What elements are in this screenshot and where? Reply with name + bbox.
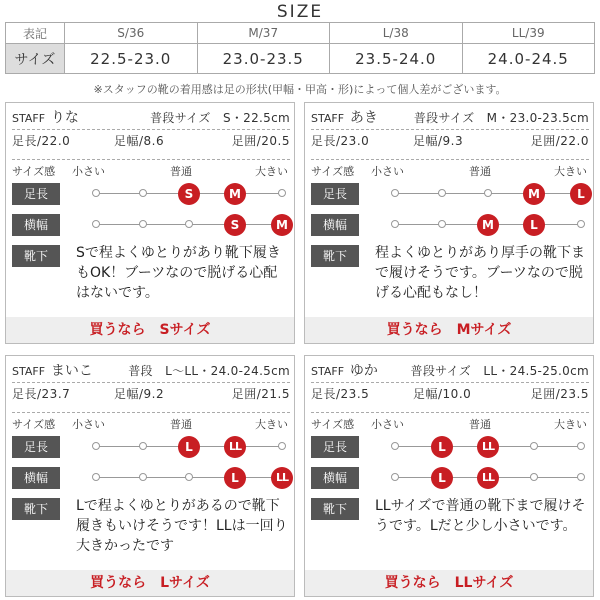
sock-tag: 靴下 <box>12 245 60 267</box>
length-tag: 足長 <box>12 436 60 458</box>
scale-dot <box>92 220 100 228</box>
page-title: SIZE <box>276 2 324 22</box>
staff-card <box>5 355 295 597</box>
size-header-label: 表記 <box>6 23 65 44</box>
usual-size: 普段サイズ LL・24.5-25.0cm <box>410 364 589 378</box>
foot-measurements <box>311 382 589 402</box>
length-row <box>311 436 589 458</box>
size-marker: L <box>523 214 545 236</box>
scale-dot <box>391 220 399 228</box>
size-header-cell: S/36 <box>65 23 198 44</box>
length-scale <box>367 436 589 458</box>
size-recommendation: 買うなら LLサイズ <box>305 570 593 596</box>
length-row <box>12 436 290 458</box>
foot-width-value: 足幅/9.3 <box>413 134 464 148</box>
size-marker: M <box>224 183 246 205</box>
length-row <box>311 183 589 205</box>
scale-dot <box>577 220 585 228</box>
size-table <box>5 22 595 74</box>
legend-label: サイズ感 <box>12 418 56 431</box>
size-marker: S <box>178 183 200 205</box>
fit-legend <box>12 159 290 177</box>
foot-width-value: 足幅/8.6 <box>114 134 165 148</box>
scale-dot <box>185 473 193 481</box>
size-header-cell: L/38 <box>330 23 463 44</box>
legend-large: 大きい <box>255 165 288 178</box>
usual-size: 普段サイズ S・22.5cm <box>150 111 290 125</box>
length-scale <box>68 183 290 205</box>
scale-dot <box>139 220 147 228</box>
size-table-header-row <box>6 23 595 44</box>
scale-dot <box>391 189 399 197</box>
sock-tag: 靴下 <box>12 498 60 520</box>
scale-dot <box>139 442 147 450</box>
staff-header <box>12 107 290 127</box>
size-marker: L <box>431 436 453 458</box>
fit-legend <box>311 159 589 177</box>
foot-measurements <box>311 129 589 149</box>
legend-normal: 普通 <box>469 165 491 178</box>
foot-girth-value: 足囲/20.5 <box>231 134 290 148</box>
foot-length-value: 足長/23.7 <box>12 387 71 401</box>
staff-card <box>5 102 295 344</box>
scale-dot <box>530 473 538 481</box>
legend-small: 小さい <box>72 165 105 178</box>
staff-label: STAFF <box>311 112 345 125</box>
width-tag: 横幅 <box>311 214 359 236</box>
length-scale <box>68 436 290 458</box>
foot-width-value: 足幅/10.0 <box>413 387 472 401</box>
scale-dot <box>92 473 100 481</box>
length-tag: 足長 <box>311 183 359 205</box>
staff-comment: Sで程よくゆとりがあり靴下履きもOK！ブーツなので脱げる心配はないです。 <box>76 245 281 301</box>
size-marker: L <box>431 467 453 489</box>
scale-dot <box>139 189 147 197</box>
legend-large: 大きい <box>554 418 587 431</box>
size-marker: LL <box>477 436 499 458</box>
scale-dot <box>577 442 585 450</box>
usual-size: 普段サイズ M・23.0-23.5cm <box>413 111 589 125</box>
scale-dot <box>577 473 585 481</box>
scale-dot <box>484 189 492 197</box>
scale-dot <box>92 189 100 197</box>
legend-small: 小さい <box>371 165 404 178</box>
legend-large: 大きい <box>554 165 587 178</box>
scale-dot <box>438 220 446 228</box>
foot-measurements <box>12 382 290 402</box>
sock-tag: 靴下 <box>311 498 359 520</box>
scale-dot <box>278 189 286 197</box>
legend-label: サイズ感 <box>311 418 355 431</box>
scale-dot <box>139 473 147 481</box>
scale-dot <box>278 442 286 450</box>
foot-girth-value: 足囲/22.0 <box>530 134 589 148</box>
foot-girth-value: 足囲/23.5 <box>530 387 589 401</box>
size-marker: M <box>477 214 499 236</box>
scale-dot <box>185 220 193 228</box>
sock-tag: 靴下 <box>311 245 359 267</box>
size-recommendation: 買うなら Sサイズ <box>6 317 294 343</box>
foot-length-value: 足長/22.0 <box>12 134 71 148</box>
usual-size: 普段 L〜LL・24.0-24.5cm <box>128 364 290 378</box>
staff-name: あき <box>349 110 378 126</box>
staff-header <box>12 360 290 380</box>
size-value-cell: 23.0-23.5 <box>197 44 330 74</box>
legend-label: サイズ感 <box>311 165 355 178</box>
staff-header <box>311 107 589 127</box>
staff-header <box>311 360 589 380</box>
size-marker: L <box>570 183 592 205</box>
size-marker: S <box>224 214 246 236</box>
staff-card <box>304 355 594 597</box>
foot-measurements <box>12 129 290 149</box>
length-tag: 足長 <box>311 436 359 458</box>
staff-label: STAFF <box>12 365 46 378</box>
staff-card <box>304 102 594 344</box>
size-marker: L <box>178 436 200 458</box>
width-tag: 横幅 <box>12 467 60 489</box>
fit-legend <box>12 412 290 430</box>
legend-label: サイズ感 <box>12 165 56 178</box>
size-header-cell: LL/39 <box>462 23 595 44</box>
size-value-cell: 23.5-24.0 <box>330 44 463 74</box>
width-scale <box>367 467 589 489</box>
legend-small: 小さい <box>72 418 105 431</box>
size-recommendation: 買うなら Lサイズ <box>6 570 294 596</box>
staff-comment: LLサイズで普通の靴下まで履けそうです。Lだと少し小さいです。 <box>375 498 586 534</box>
width-tag: 横幅 <box>311 467 359 489</box>
scale-dot <box>438 189 446 197</box>
legend-normal: 普通 <box>170 418 192 431</box>
scale-dot <box>391 442 399 450</box>
foot-length-value: 足長/23.0 <box>311 134 370 148</box>
width-tag: 横幅 <box>12 214 60 236</box>
staff-name: まいこ <box>50 363 93 379</box>
staff-comment: 程よくゆとりがあり厚手の靴下まで履けそうです。ブーツなので脱げる心配もなし！ <box>375 245 585 301</box>
size-header-cell: M/37 <box>197 23 330 44</box>
scale-dot <box>530 442 538 450</box>
size-recommendation: 買うなら Mサイズ <box>305 317 593 343</box>
width-row <box>311 214 589 236</box>
foot-length-value: 足長/23.5 <box>311 387 370 401</box>
width-row <box>311 467 589 489</box>
length-scale <box>367 183 589 205</box>
scale-dot <box>391 473 399 481</box>
staff-label: STAFF <box>311 365 345 378</box>
fit-note: ※スタッフの靴の着用感は足の形状(甲幅・甲高・形)によって個人差がございます。 <box>93 83 507 96</box>
size-marker: M <box>271 214 293 236</box>
width-row <box>12 467 290 489</box>
fit-legend <box>311 412 589 430</box>
size-marker: L <box>224 467 246 489</box>
foot-girth-value: 足囲/21.5 <box>231 387 290 401</box>
legend-large: 大きい <box>255 418 288 431</box>
width-scale <box>68 214 290 236</box>
staff-name: ゆか <box>349 363 378 379</box>
staff-name: りな <box>50 110 79 126</box>
legend-normal: 普通 <box>170 165 192 178</box>
width-row <box>12 214 290 236</box>
size-marker: LL <box>224 436 246 458</box>
legend-normal: 普通 <box>469 418 491 431</box>
width-scale <box>68 467 290 489</box>
staff-comment: Lで程よくゆとりがあるので靴下履きもいけそうです！LLは一回り大きかったです <box>76 498 288 554</box>
scale-dot <box>92 442 100 450</box>
size-value-cell: 22.5-23.0 <box>65 44 198 74</box>
length-row <box>12 183 290 205</box>
staff-label: STAFF <box>12 112 46 125</box>
size-row-label: サイズ <box>6 44 65 74</box>
width-scale <box>367 214 589 236</box>
foot-width-value: 足幅/9.2 <box>114 387 165 401</box>
size-marker: LL <box>477 467 499 489</box>
legend-small: 小さい <box>371 418 404 431</box>
length-tag: 足長 <box>12 183 60 205</box>
size-table-value-row <box>6 44 595 74</box>
size-marker: LL <box>271 467 293 489</box>
size-marker: M <box>523 183 545 205</box>
size-value-cell: 24.0-24.5 <box>462 44 595 74</box>
